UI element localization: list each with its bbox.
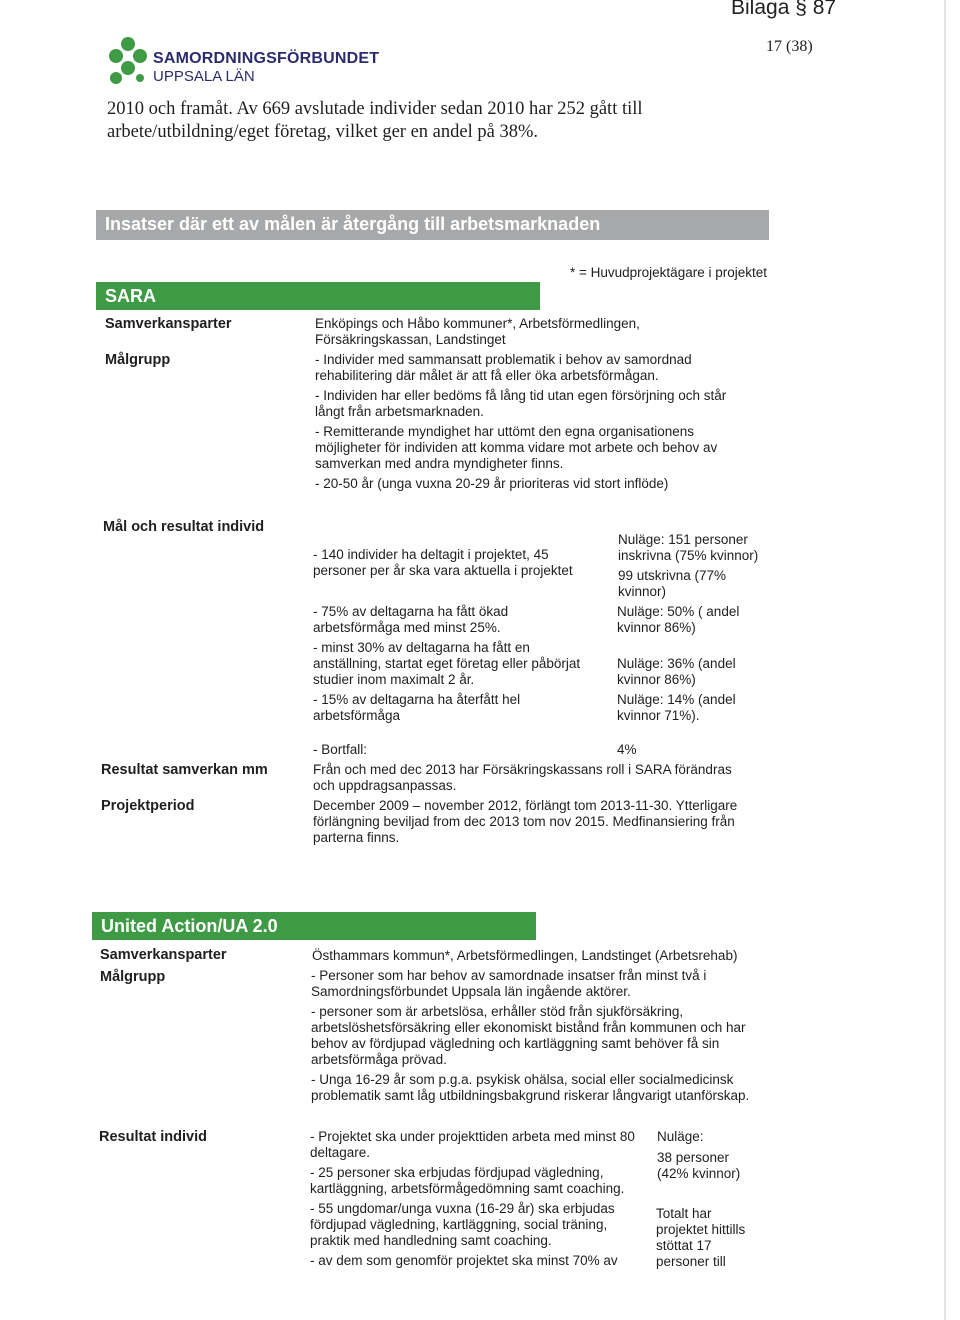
sara-goal-3: - minst 30% av deltagarna ha fått en anställning, startat eget företag eller påbörjat studier inom maximalt 2 år. — [313, 640, 581, 687]
ua-status-3: Totalt har projektet hittills stöttat 17 personer till — [656, 1206, 746, 1269]
list-item: - personer som är arbetslösa, erhåller stöd från sjukförsäkring, arbetslöshetsförsäkring eller ekonomiskt bistånd från kommunen och har behov av fördjupad vägledning och kartläggning samt behöver få sin arbetsförmåga prövad. — [311, 1004, 746, 1067]
sara-goal-1: - 140 individer ha deltagit i projektet, 45 personer per år ska vara aktuella i projektet — [313, 547, 573, 578]
list-item: - 25 personer ska erbjudas fördjupad vägledning, kartläggning, arbetsförmågedömning samt coaching. — [310, 1165, 625, 1196]
sara-goal-4: - 15% av deltagarna ha återfått hel arbetsförmåga — [313, 692, 521, 723]
list-item: - Personer som har behov av samordnade insatser från minst två i Samordningsförbundet Uppsala län ingående aktörer. — [311, 968, 707, 999]
ua-results-list — [310, 1129, 640, 1273]
sara-status-5: Nuläge: 14% (andel kvinnor 71%). — [617, 692, 736, 723]
sara-title: SARA — [105, 286, 157, 306]
ua-status-1: Nuläge: — [657, 1129, 704, 1144]
sara-status-3: Nuläge: 50% ( andel kvinnor 86%) — [617, 604, 740, 635]
sara-cooperation-label: Resultat samverkan mm — [101, 762, 268, 778]
sara-period: December 2009 – november 2012, förlängt tom 2013-11-30. Ytterligare förlängning beviljad from dec 2013 tom nov 2015. Medfinansiering från parterna finns. — [313, 798, 738, 845]
sara-target-list — [315, 352, 745, 496]
ua-results-label: Resultat individ — [99, 1129, 207, 1145]
sara-target-label: Målgrupp — [105, 352, 171, 368]
sara-period-label: Projektperiod — [101, 798, 195, 814]
bilaga-label: Bilaga § 87 — [731, 0, 837, 19]
page-number: 17 (38) — [766, 38, 813, 55]
logo-hexagon-icon — [108, 36, 150, 86]
sara-partners-label: Samverkansparter — [105, 316, 232, 332]
section-title: Insatser där ett av målen är återgång till arbetsmarknaden — [105, 214, 601, 234]
logo-region: UPPSALA LÄN — [153, 68, 255, 85]
ua-partners-label: Samverkansparter — [100, 947, 227, 963]
ua-status-2: 38 personer (42% kvinnor) — [657, 1150, 741, 1181]
sara-goals-label: Mål och resultat individ — [103, 519, 265, 535]
intro-paragraph: 2010 och framåt. Av 669 avslutade individer sedan 2010 har 252 gått till arbete/utbildning/eget företag, vilket ger en andel på 38%. — [107, 99, 643, 142]
list-item: - Projektet ska under projekttiden arbeta med minst 80 deltagare. — [310, 1129, 635, 1160]
ua-partners: Östhammars kommun*, Arbetsförmedlingen, Landstinget (Arbetsrehab) — [312, 948, 738, 963]
list-item: - 55 ungdomar/unga vuxna (16-29 år) ska erbjudas fördjupad vägledning, kartläggning, social träning, praktik med handledning samt coaching. — [310, 1201, 615, 1248]
logo — [108, 36, 388, 86]
sara-status-6: 4% — [617, 742, 637, 757]
logo-name: SAMORDNINGSFÖRBUNDET — [153, 50, 380, 67]
sara-title-bar — [96, 282, 540, 310]
list-item: - Unga 16-29 år som p.g.a. psykisk ohälsa, social eller socialmedicinsk problematik samt låg utbildningsbakgrund riskerar långvarigt utanförskap. — [311, 1072, 750, 1103]
list-item: - 20-50 år (unga vuxna 20-29 år prioriteras vid stort inflöde) — [315, 476, 669, 491]
section-title-bar — [96, 210, 769, 240]
ua-target-list — [311, 968, 759, 1108]
ua-target-label: Målgrupp — [100, 969, 166, 985]
sara-status-2: 99 utskrivna (77% kvinnor) — [618, 568, 727, 599]
ua-title: United Action/UA 2.0 — [101, 916, 278, 936]
list-item: - av dem som genomför projektet ska minst 70% av — [310, 1253, 618, 1268]
sara-status-4: Nuläge: 36% (andel kvinnor 86%) — [617, 656, 736, 687]
sara-status-1: Nuläge: 151 personer inskrivna (75% kvinnor) — [618, 532, 759, 563]
list-item: - Remitterande myndighet har uttömt den egna organisationens möjligheter för individen att komma vidare mot arbete och behov av samverkan med andra myndigheter finns. — [315, 424, 718, 471]
page-edge-line — [944, 0, 946, 1320]
sara-goal-5: - Bortfall: — [313, 742, 368, 757]
sara-cooperation: Från och med dec 2013 har Försäkringskassans roll i SARA förändras och uppdragsanpassas. — [313, 762, 732, 793]
list-item: - Individer med sammansatt problematik i behov av samordnad rehabilitering där målet är att få eller öka arbetsförmågan. — [315, 352, 692, 383]
list-item: - Individen har eller bedöms få lång tid utan egen försörjning och står långt från arbetsmarknaden. — [315, 388, 727, 419]
ua-title-bar — [92, 912, 536, 940]
footnote: * = Huvudprojektägare i projektet — [570, 265, 767, 280]
sara-goal-2: - 75% av deltagarna ha fått ökad arbetsförmåga med minst 25%. — [313, 604, 509, 635]
sara-partners: Enköpings och Håbo kommuner*, Arbetsförmedlingen, Försäkringskassan, Landstinget — [315, 316, 640, 347]
